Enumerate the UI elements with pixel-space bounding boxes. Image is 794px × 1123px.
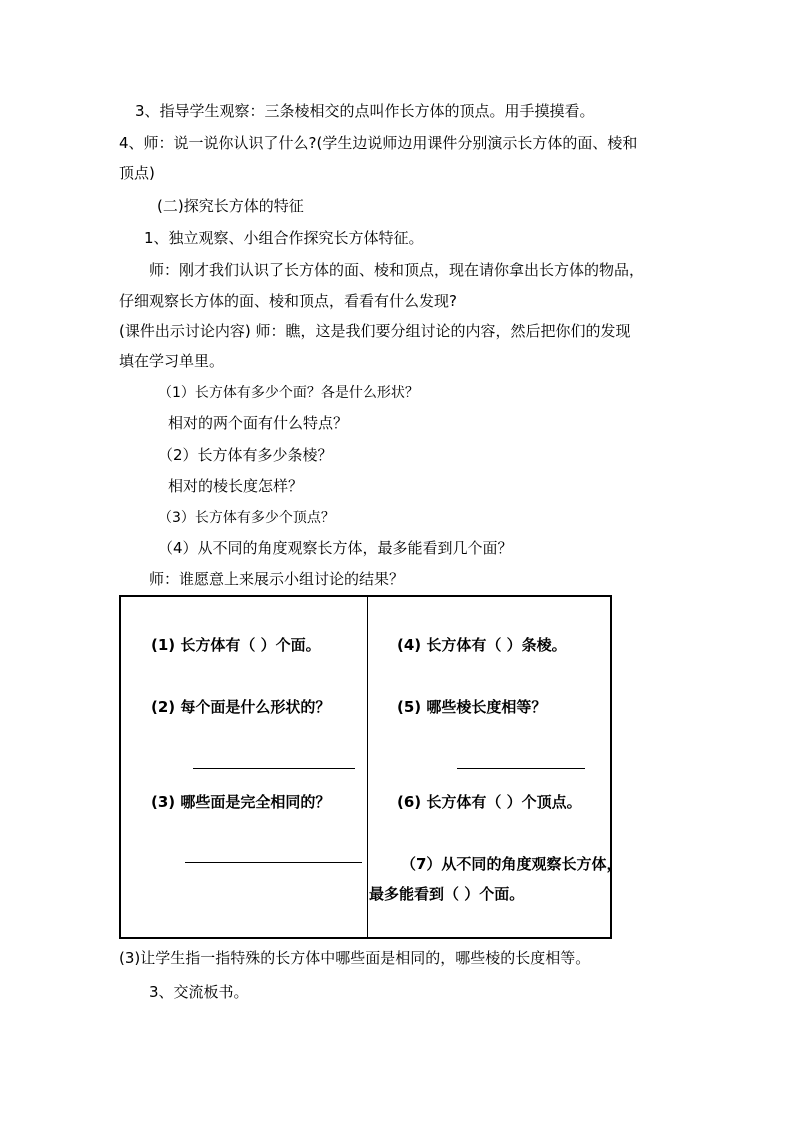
worksheet-q4: (4) 长方体有（ ）条棱。: [397, 636, 567, 654]
step-3-text: 3、指导学生观察：三条棱相交的点叫作长方体的顶点。用手摸摸看。: [135, 102, 595, 120]
worksheet-q6: (6) 长方体有（ ）个顶点。: [397, 793, 582, 811]
question-2-cont: 相对的棱长度怎样？: [168, 477, 304, 495]
question-1-cont: 相对的两个面有什么特点？: [168, 414, 349, 432]
worksheet-table: [119, 595, 622, 939]
teacher-prompt-cont: 仔细观察长方体的面、棱和顶点，看看有什么发现?: [119, 292, 457, 310]
step-4-text: 4、师：说一说你认识了什么?(学生边说师边用课件分别演示长方体的面、棱和: [119, 134, 638, 152]
section-heading: (二)探究长方体的特征: [157, 197, 304, 215]
worksheet-q5: (5) 哪些棱长度相等？: [397, 698, 547, 716]
answer-blank-q2[interactable]: [193, 768, 355, 769]
answer-blank-q3[interactable]: [185, 862, 362, 863]
question-3: （3）长方体有多少个顶点？: [158, 510, 335, 526]
worksheet-divider: [367, 597, 368, 937]
worksheet-q1: (1) 长方体有（ ）个面。: [151, 636, 321, 654]
step-3b-text: (3)让学生指一指特殊的长方体中哪些面是相同的，哪些棱的长度相等。: [119, 949, 591, 967]
answer-blank-q5[interactable]: [457, 768, 585, 769]
courseware-text-cont: 填在学习单里。: [119, 352, 225, 370]
courseware-text: (课件出示讨论内容) 师：瞧，这是我们要分组讨论的内容，然后把你们的发现: [119, 322, 631, 340]
worksheet-q2: (2) 每个面是什么形状的？: [151, 698, 331, 716]
step-1-text: 1、独立观察、小组合作探究长方体特征。: [144, 229, 424, 247]
step-3-board: 3、交流板书。: [149, 983, 249, 1001]
teacher-prompt: 师：刚才我们认识了长方体的面、棱和顶点，现在请你拿出长方体的物品，: [149, 261, 645, 279]
question-2: （2）长方体有多少条棱？: [158, 446, 333, 464]
worksheet-q7-cont: 最多能看到（ ）个面。: [369, 885, 525, 903]
worksheet-q7: （7）从不同的角度观察长方体，: [401, 855, 622, 873]
worksheet-q3: (3) 哪些面是完全相同的？: [151, 793, 331, 811]
question-1: （1）长方体有多少个面？各是什么形状？: [158, 385, 419, 401]
teacher-invite: 师：谁愿意上来展示小组讨论的结果？: [149, 570, 405, 588]
question-4: （4）从不同的角度观察长方体，最多能看到几个面？: [158, 539, 513, 557]
step-4-text-cont: 顶点): [119, 164, 155, 182]
